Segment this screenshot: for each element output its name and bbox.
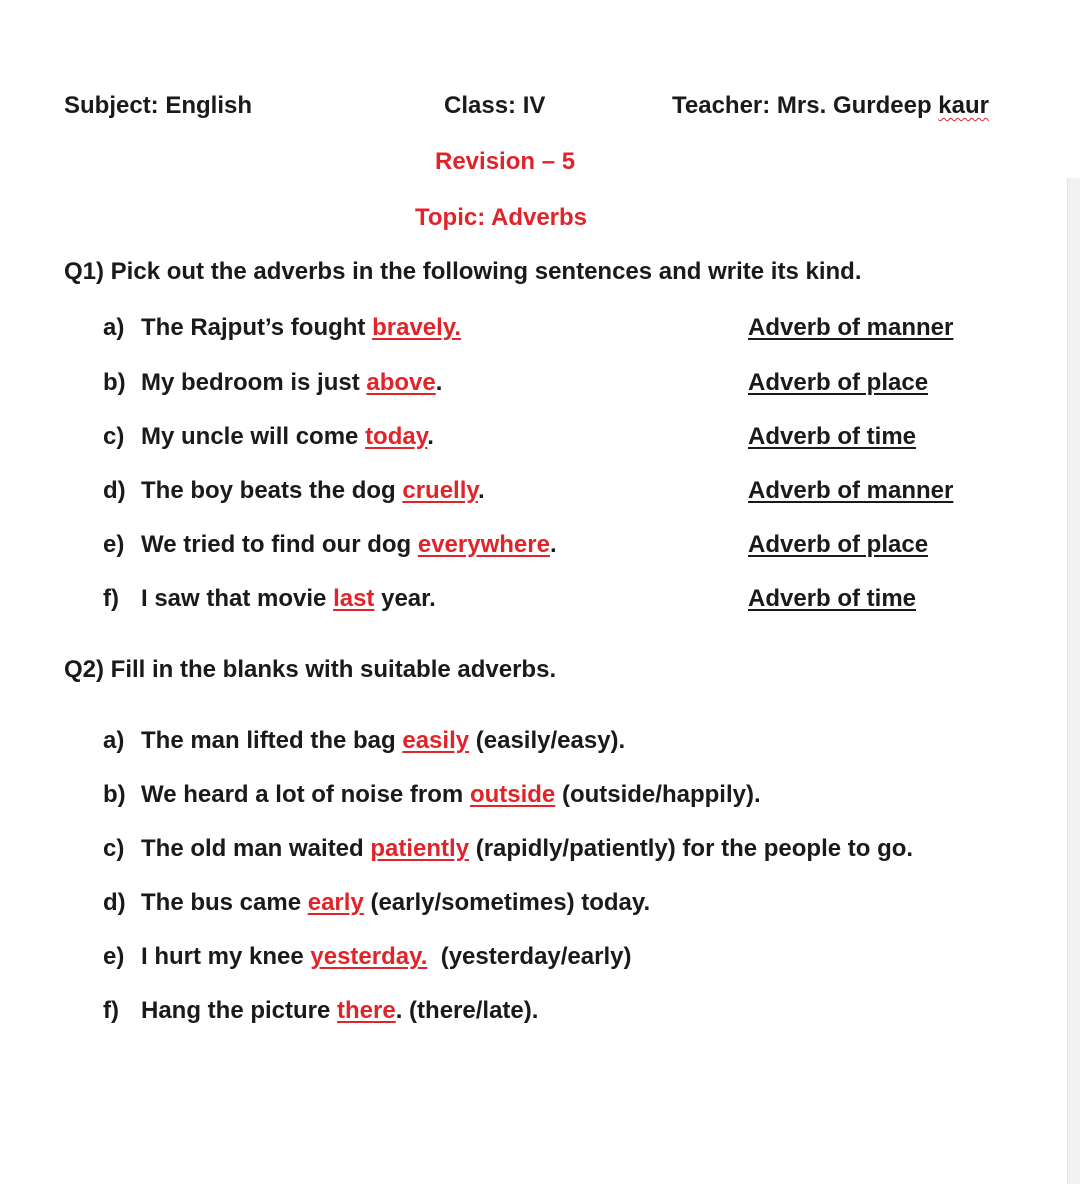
class-label: Class: IV [444,92,546,119]
answer-adverb: today [365,423,428,450]
sentence-text: The man lifted the bag [141,727,403,754]
adverb-kind: Adverb of time [748,423,917,450]
answer-adverb: above [366,369,436,396]
teacher-name-spellcheck: kaur [938,92,989,119]
sentence-tail: (outside/happily). [555,781,761,808]
adverb-kind: Adverb of manner [748,477,954,504]
item-label: c) [103,423,125,450]
sentence-tail: . [549,531,557,558]
q2-item [103,835,913,863]
answer-adverb: there [337,997,396,1024]
sentence-text: Hang the picture [141,997,338,1024]
item-label: f) [103,997,119,1024]
sentence-text: The Rajput’s fought [141,314,373,341]
item-label: d) [103,477,126,504]
item-label: f) [103,585,119,612]
q1-item [103,477,485,505]
sentence-tail: (rapidly/patiently) for the people to go. [469,835,914,862]
answer-adverb: last [333,585,375,612]
item-label: e) [103,943,125,970]
sentence-text: We tried to find our dog [141,531,418,558]
teacher-label [672,92,989,120]
sentence-text: The bus came [141,889,308,916]
sentence-text: My uncle will come [141,423,366,450]
sentence-tail: . (there/late). [395,997,539,1024]
q1-item [103,531,557,559]
sentence-text: My bedroom is just [141,369,367,396]
answer-adverb: yesterday. [310,943,428,970]
item-label: e) [103,531,125,558]
answer-adverb: patiently [370,835,470,862]
answer-adverb: outside [469,781,556,808]
q2-item [103,997,538,1025]
sentence-tail: (yesterday/early) [427,943,632,970]
page-edge-scrollbar [1067,178,1080,1184]
sentence-text: I hurt my knee [141,943,311,970]
q2-item [103,889,650,917]
q2-item [103,727,625,755]
q2-item [103,943,631,971]
sentence-tail: (easily/easy). [469,727,626,754]
teacher-prefix: Teacher: Mrs. Gurdeep [672,92,939,119]
sentence-text: The old man waited [141,835,371,862]
answer-adverb: bravely. [372,314,462,341]
answer-adverb: early [307,889,364,916]
q1-item [103,369,442,397]
answer-adverb: cruelly [402,477,478,504]
subject-label: Subject: English [64,92,253,119]
q2-item [103,781,761,809]
item-label: b) [103,781,126,808]
q1-item [103,585,436,613]
adverb-kind: Adverb of place [748,531,929,558]
sentence-tail: (early/sometimes) today. [363,889,651,916]
sentence-tail: . [477,477,485,504]
item-label: c) [103,835,125,862]
sentence-tail: year. [374,585,436,612]
q1-item [103,314,461,342]
revision-title: Revision – 5 [435,148,576,175]
item-label: b) [103,369,126,396]
item-label: a) [103,727,125,754]
sentence-text: The boy beats the dog [141,477,403,504]
answer-adverb: everywhere [417,531,550,558]
sentence-tail: . [435,369,443,396]
adverb-kind: Adverb of place [748,369,929,396]
adverb-kind: Adverb of manner [748,314,954,341]
q2-prompt: Q2) Fill in the blanks with suitable adverbs. [64,656,557,683]
sentence-text: I saw that movie [141,585,334,612]
answer-adverb: easily [402,727,470,754]
q1-prompt: Q1) Pick out the adverbs in the following sentences and write its kind. [64,258,862,285]
sentence-tail: . [427,423,434,450]
adverb-kind: Adverb of time [748,585,917,612]
sentence-text: We heard a lot of noise from [141,781,470,808]
q1-item [103,423,434,451]
item-label: a) [103,314,125,341]
topic-title: Topic: Adverbs [415,204,588,231]
item-label: d) [103,889,126,916]
